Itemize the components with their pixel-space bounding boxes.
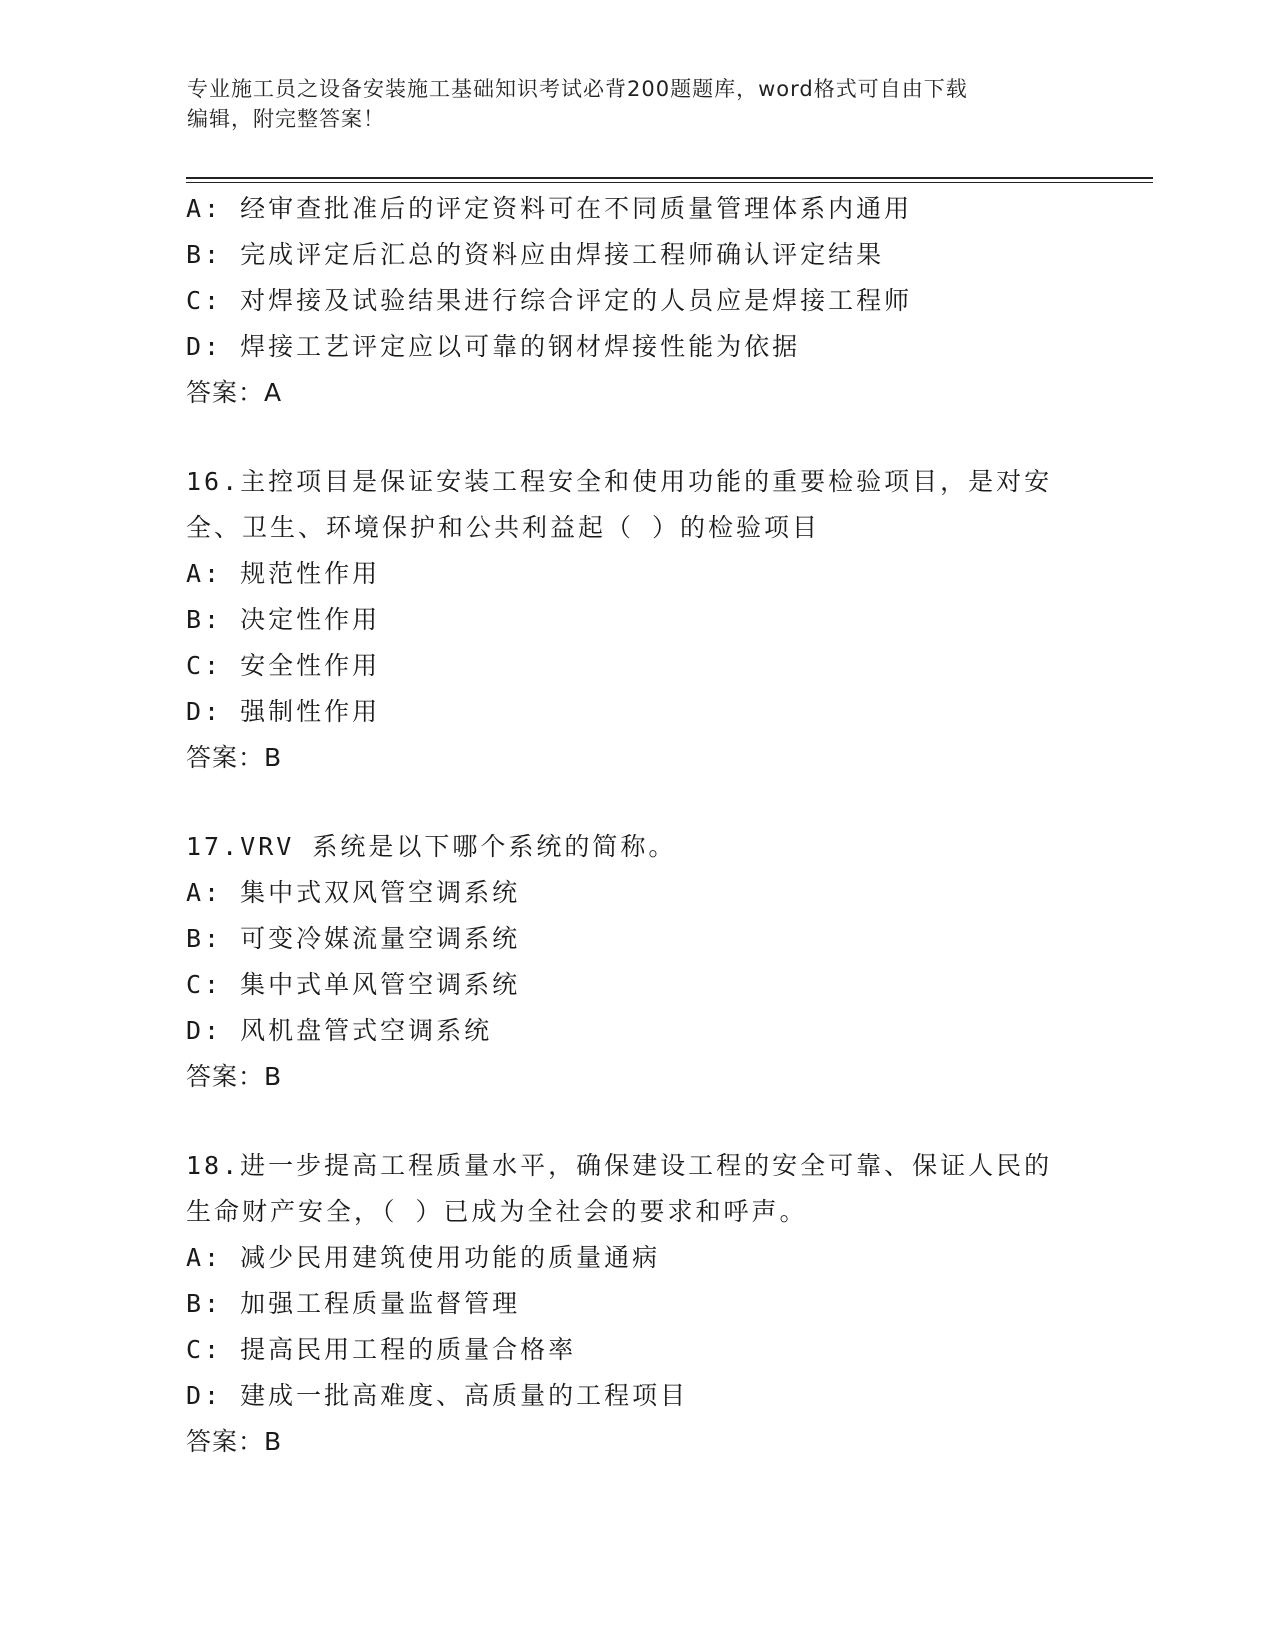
option-a: A: 规范性作用	[186, 559, 381, 588]
spacer	[186, 416, 1086, 459]
question-stem-continued: 全、卫生、环境保护和公共利益起（ ）的检验项目	[186, 513, 821, 542]
option-a: A: 集中式双风管空调系统	[186, 878, 521, 907]
header-rule-thin	[186, 182, 1153, 183]
option-b: B: 加强工程质量监督管理	[186, 1289, 521, 1318]
header-line-2: 编辑，附完整答案！	[187, 107, 385, 131]
question-stem-continued: 生命财产安全，（ ）已成为全社会的要求和呼声。	[186, 1197, 808, 1226]
question-stem: 18.进一步提高工程质量水平，确保建设工程的安全可靠、保证人民的	[186, 1151, 1053, 1180]
question-18	[186, 1143, 1086, 1465]
option-c: C: 安全性作用	[186, 651, 381, 680]
answer: 答案：A	[186, 378, 283, 407]
answer: 答案：B	[186, 1427, 283, 1456]
question-stem: 17.VRV 系统是以下哪个系统的简称。	[186, 832, 677, 861]
question-16	[186, 459, 1086, 781]
spacer	[186, 1100, 1086, 1143]
question-15	[186, 186, 1086, 416]
header-rule-thick	[186, 177, 1153, 179]
option-c: C: 集中式单风管空调系统	[186, 970, 521, 999]
option-d: D: 强制性作用	[186, 697, 381, 726]
option-a: A: 减少民用建筑使用功能的质量通病	[186, 1243, 661, 1272]
option-b: B: 完成评定后汇总的资料应由焊接工程师确认评定结果	[186, 240, 885, 269]
document-header	[187, 74, 1067, 134]
option-c: C: 对焊接及试验结果进行综合评定的人员应是焊接工程师	[186, 286, 913, 315]
option-d: D: 风机盘管式空调系统	[186, 1016, 493, 1045]
option-c: C: 提高民用工程的质量合格率	[186, 1335, 577, 1364]
option-b: B: 决定性作用	[186, 605, 381, 634]
question-list	[186, 186, 1086, 1465]
option-a: A: 经审查批准后的评定资料可在不同质量管理体系内通用	[186, 194, 913, 223]
answer: 答案：B	[186, 1062, 283, 1091]
spacer	[186, 781, 1086, 824]
option-d: D: 焊接工艺评定应以可靠的钢材焊接性能为依据	[186, 332, 801, 361]
option-b: B: 可变冷媒流量空调系统	[186, 924, 521, 953]
answer: 答案：B	[186, 743, 283, 772]
question-17	[186, 824, 1086, 1100]
option-d: D: 建成一批高难度、高质量的工程项目	[186, 1381, 689, 1410]
header-line-1: 专业施工员之设备安装施工基础知识考试必背200题题库，word格式可自由下载	[187, 77, 968, 101]
question-stem: 16.主控项目是保证安装工程安全和使用功能的重要检验项目，是对安	[186, 467, 1053, 496]
